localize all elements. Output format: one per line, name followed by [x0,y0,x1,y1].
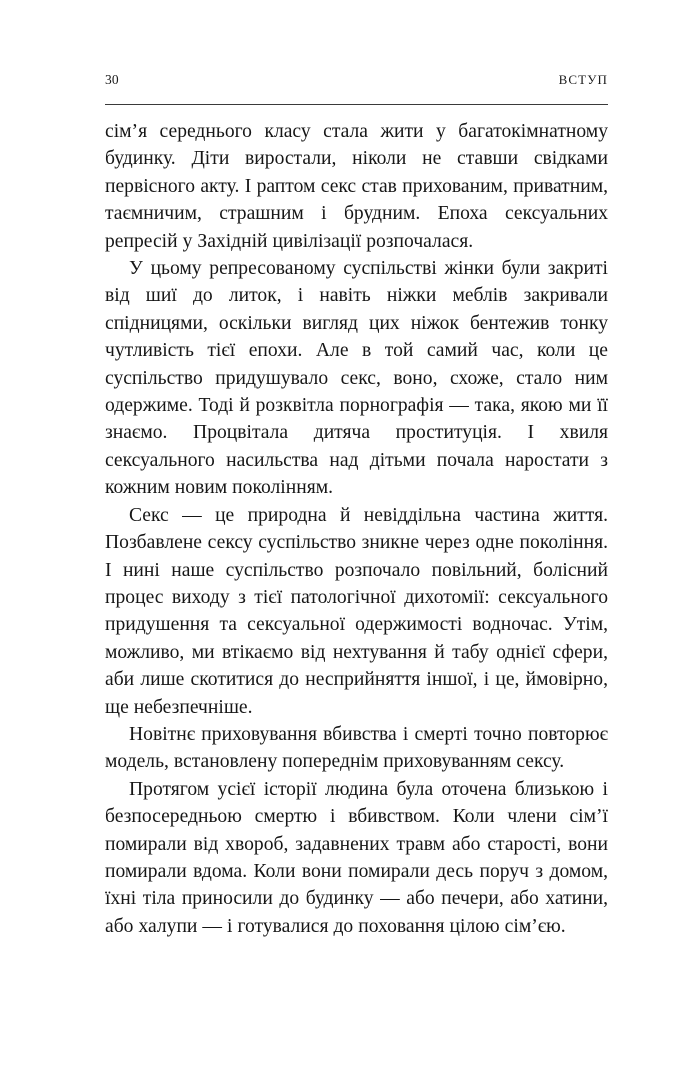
running-header [105,72,608,88]
paragraph: Протягом усієї історії людина була оточена близькою і безпосередньою смертю і вбивством. Коли члени сім’ї помирали від хвороб, задавнених травм або старості, вони помирали вдома. Коли вони помирали десь поруч з домом, їхні тіла приносили до будинку — або печери, або хатини, або халупи — і готувалися до поховання цілою сім’єю. [105,778,608,937]
section-title: ВСТУП [558,72,608,87]
paragraph: У цьому репресованому суспільстві жінки були закриті від шиї до литок, і навіть ніжки меблів закривали спідницями, оскільки вигляд цих ніжок бентежив тонку чутливість тієї епохи. Але в той самий час, коли це суспільство придушувало секс, воно, схоже, стало ним одержиме. Тоді й розквітла порнографія — така, якою ми її знаємо. Процвітала дитяча проституція. І хвиля сексуального насильства над дітьми почала наростати з кожним новим поколінням. [105,258,608,499]
paragraph: Новітнє приховування вбивства і смерті точно повторює модель, встановлену попереднім приховуванням сексу. [105,723,608,773]
header-divider [105,104,608,105]
paragraph: Секс — це природна й невіддільна частина життя. Позбавлене сексу суспільство зникне через одне покоління. І нині наше суспільство розпочало повільний, болісний процес виходу з тієї патологічної дихотомії: сексуального придушення та сексуальної одержимості водночас. Утім, можливо, ми втікаємо від нехтування й табу однієї сфери, аби лише скотитися до несприйняття іншої, і це, ймовірно, ще небезпечніше. [105,504,608,718]
paragraph: сім’я середнього класу стала жити у багатокімнатному будинку. Діти виростали, ніколи не ставши свідками первісного акту. І раптом секс став прихованим, приватним, таємничим, страшним і брудним. Епоха сексуальних репресій у Західній цивілізації розпочалася. [105,121,608,252]
body-text [105,118,608,940]
page-number: 30 [105,72,119,87]
